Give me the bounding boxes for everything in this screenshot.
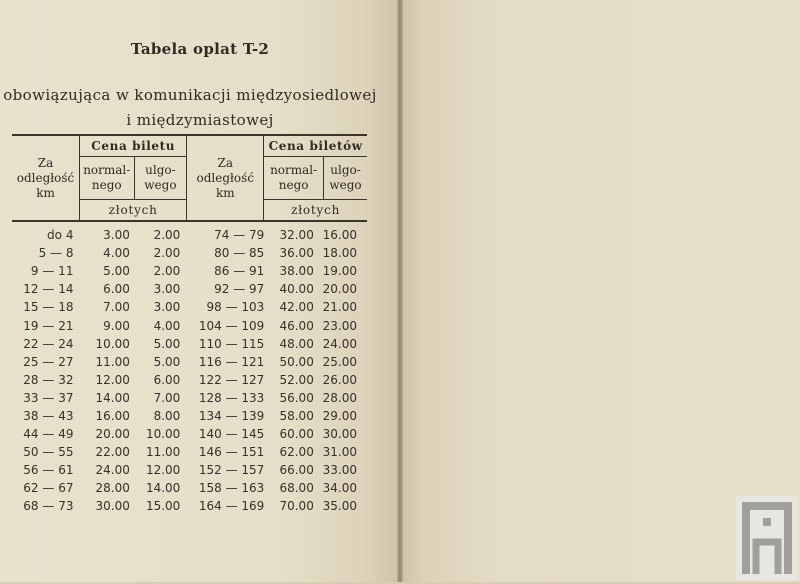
normal-price-cell: 58.00 [279, 408, 314, 423]
normal-price-cell: 68.00 [279, 481, 314, 496]
normal-price-cell: 32.00 [279, 228, 314, 243]
normal-price-cell: 30.00 [95, 499, 130, 514]
normal-price-cell: 6.00 [103, 282, 130, 297]
distance-range-cell: 19 — 21 [23, 318, 74, 333]
normal-label-bottom: nego [91, 178, 122, 192]
normal-price-cell: 56.00 [279, 390, 314, 405]
normal-price-cell: 11.00 [95, 354, 130, 369]
reduced-price-cell: 7.00 [153, 390, 181, 405]
reduced-label-bottom: wego [144, 178, 177, 192]
distance-label-odleglosc: odległość [196, 170, 255, 185]
distance-range-cell: 38 — 43 [23, 408, 74, 423]
reduced-price-cell: 34.00 [322, 481, 357, 496]
normal-price-cell: 16.00 [95, 408, 130, 423]
right-page [402, 0, 800, 582]
normal-header-b [264, 157, 324, 200]
table-row [12, 226, 367, 244]
unit-header-a: złotych [80, 200, 187, 222]
normal-price-cell: 60.00 [279, 427, 314, 442]
distance-range-cell: 152 — 157 [198, 463, 265, 478]
distance-range-cell: 22 — 24 [23, 336, 74, 351]
table-row [12, 262, 367, 280]
reduced-label-top: ulgo- [145, 163, 176, 177]
reduced-price-cell: 2.00 [153, 228, 181, 243]
reduced-price-cell: 11.00 [145, 445, 181, 460]
distance-range-cell: 56 — 61 [23, 463, 74, 478]
distance-range-cell: 12 — 14 [23, 282, 74, 297]
distance-range-cell: 116 — 121 [198, 354, 265, 369]
archive-logo-icon [736, 496, 798, 580]
distance-range-cell: 110 — 115 [198, 336, 265, 351]
distance-range-cell: 164 — 169 [198, 499, 265, 514]
reduced-price-cell: 29.00 [322, 408, 357, 423]
normal-price-cell: 50.00 [279, 354, 314, 369]
normal-price-cell: 20.00 [95, 427, 130, 442]
reduced-price-cell: 19.00 [322, 264, 357, 279]
distance-header-b [187, 135, 264, 221]
reduced-price-cell: 12.00 [145, 463, 181, 478]
distance-range-cell: 28 — 32 [23, 372, 74, 387]
normal-price-cell: 4.00 [103, 246, 130, 261]
table-row [12, 371, 367, 389]
normal-price-cell: 5.00 [103, 264, 130, 279]
table-row [12, 298, 367, 316]
reduced-price-cell: 2.00 [153, 264, 181, 279]
reduced-header-b [324, 157, 367, 200]
reduced-price-cell: 3.00 [153, 300, 181, 315]
distance-range-cell: 25 — 27 [23, 354, 74, 369]
reduced-price-cell: 16.00 [322, 228, 357, 243]
normal-header-a [80, 157, 134, 200]
normal-price-cell: 62.00 [279, 445, 314, 460]
reduced-price-cell: 2.00 [153, 246, 181, 261]
distance-range-cell: do 4 [47, 228, 74, 243]
unit-header-b: złotych [264, 200, 367, 222]
normal-price-cell: 70.00 [279, 499, 314, 514]
distance-range-cell: 62 — 67 [23, 481, 74, 496]
normal-label-top: normal- [270, 163, 318, 177]
distance-range-cell: 44 — 49 [23, 427, 74, 442]
reduced-price-cell: 15.00 [145, 499, 181, 514]
distance-range-cell: 98 — 103 [206, 300, 265, 315]
distance-label-odleglosc: odległość [16, 170, 75, 185]
reduced-price-cell: 10.00 [145, 427, 181, 442]
reduced-label-bottom: wego [329, 178, 362, 192]
distance-label-km: km [36, 185, 55, 200]
distance-range-cell: 80 — 85 [214, 246, 265, 261]
distance-range-cell: 128 — 133 [198, 390, 265, 405]
distance-range-cell: 122 — 127 [198, 372, 265, 387]
distance-range-cell: 104 — 109 [198, 318, 265, 333]
document-subtitle-line2: i międzymiastowej [126, 111, 274, 129]
reduced-price-cell: 30.00 [322, 427, 357, 442]
reduced-price-cell: 5.00 [153, 354, 181, 369]
reduced-price-cell: 3.00 [153, 282, 181, 297]
distance-range-cell: 50 — 55 [23, 445, 74, 460]
normal-price-cell: 7.00 [103, 300, 130, 315]
table-row [12, 407, 367, 425]
reduced-price-cell: 5.00 [153, 336, 181, 351]
fare-table-header [12, 134, 367, 222]
normal-price-cell: 48.00 [279, 336, 314, 351]
distance-range-cell: 140 — 145 [198, 427, 265, 442]
distance-range-cell: 15 — 18 [23, 300, 74, 315]
table-row [12, 280, 367, 298]
normal-price-cell: 14.00 [95, 390, 130, 405]
table-row [12, 461, 367, 479]
price-group-header-a: Cena biletu [80, 135, 187, 157]
table-row [12, 353, 367, 371]
normal-price-cell: 36.00 [279, 246, 314, 261]
distance-range-cell: 134 — 139 [198, 408, 265, 423]
reduced-price-cell: 26.00 [322, 372, 357, 387]
reduced-price-cell: 20.00 [322, 282, 357, 297]
normal-price-cell: 10.00 [95, 336, 130, 351]
normal-label-bottom: nego [278, 178, 309, 192]
normal-price-cell: 42.00 [279, 300, 314, 315]
document-subtitle-line1: obowiązująca w komunikacji międzyosiedlowej [3, 86, 377, 104]
reduced-header-a [134, 157, 187, 200]
reduced-price-cell: 6.00 [153, 372, 181, 387]
reduced-price-cell: 14.00 [145, 481, 181, 496]
reduced-price-cell: 23.00 [322, 318, 357, 333]
distance-label-za: Za [37, 155, 54, 170]
document-title: Tabela oplat T-2 [130, 40, 270, 58]
distance-range-cell: 68 — 73 [23, 499, 74, 514]
archive-logo-graphic [736, 496, 798, 580]
fare-table-body [12, 226, 367, 516]
reduced-price-cell: 21.00 [322, 300, 357, 315]
reduced-price-cell: 31.00 [322, 445, 357, 460]
distance-range-cell: 92 — 97 [214, 282, 265, 297]
normal-price-cell: 9.00 [103, 318, 130, 333]
distance-range-cell: 146 — 151 [198, 445, 265, 460]
distance-label-km: km [215, 185, 235, 200]
table-row [12, 244, 367, 262]
reduced-price-cell: 35.00 [322, 499, 357, 514]
reduced-price-cell: 24.00 [322, 336, 357, 351]
table-row [12, 443, 367, 461]
normal-price-cell: 24.00 [95, 463, 130, 478]
table-row [12, 497, 367, 515]
distance-range-cell: 158 — 163 [198, 481, 265, 496]
normal-price-cell: 66.00 [279, 463, 314, 478]
reduced-price-cell: 28.00 [322, 390, 357, 405]
distance-range-cell: 33 — 37 [23, 390, 74, 405]
distance-range-cell: 5 — 8 [38, 246, 74, 261]
normal-price-cell: 40.00 [279, 282, 314, 297]
normal-price-cell: 38.00 [279, 264, 314, 279]
reduced-label-top: ulgo- [330, 163, 361, 177]
distance-range-cell: 74 — 79 [214, 228, 265, 243]
reduced-price-cell: 18.00 [322, 246, 357, 261]
distance-range-cell: 86 — 91 [214, 264, 265, 279]
normal-price-cell: 12.00 [95, 372, 130, 387]
book-spine [397, 0, 403, 582]
normal-price-cell: 3.00 [103, 228, 130, 243]
distance-label-za: Za [217, 155, 234, 170]
reduced-price-cell: 8.00 [153, 408, 181, 423]
table-row [12, 316, 367, 334]
table-row [12, 335, 367, 353]
normal-price-cell: 52.00 [279, 372, 314, 387]
distance-range-cell: 9 — 11 [30, 264, 74, 279]
reduced-price-cell: 25.00 [322, 354, 357, 369]
price-group-header-b: Cena biletów [264, 135, 367, 157]
distance-header-a [12, 135, 80, 221]
reduced-price-cell: 33.00 [322, 463, 357, 478]
table-row [12, 425, 367, 443]
table-row [12, 389, 367, 407]
table-row [12, 479, 367, 497]
normal-price-cell: 22.00 [95, 445, 130, 460]
normal-label-top: normal- [83, 163, 131, 177]
normal-price-cell: 46.00 [279, 318, 314, 333]
normal-price-cell: 28.00 [95, 481, 130, 496]
reduced-price-cell: 4.00 [153, 318, 181, 333]
